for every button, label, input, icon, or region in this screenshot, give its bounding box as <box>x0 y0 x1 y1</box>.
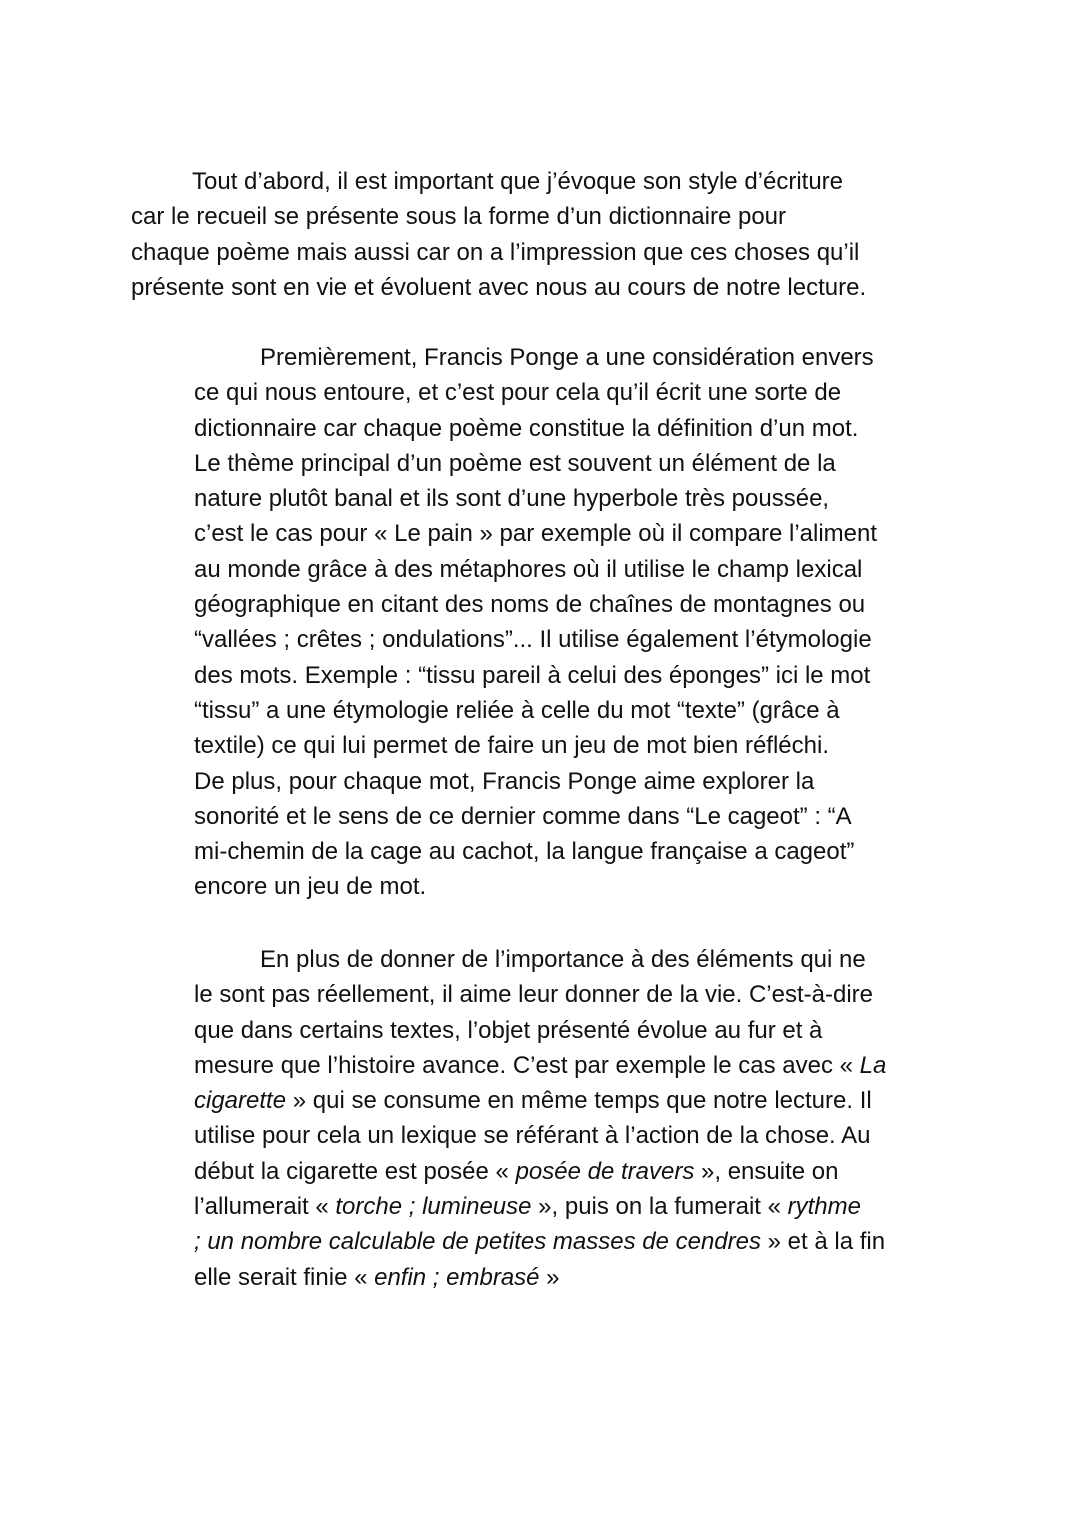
text-line <box>194 1260 886 1295</box>
text-segment: mesure que l’histoire avance. C’est par exemple le cas avec « <box>194 1051 860 1079</box>
text-line: au monde grâce à des métaphores où il utilise le champ lexical <box>194 555 863 583</box>
text-line: En plus de donner de l’importance à des éléments qui ne <box>260 946 866 973</box>
text-segment: », ensuite on <box>694 1157 839 1185</box>
text-line: des mots. Exemple : “tissu pareil à celui des éponges” ici le mot <box>194 661 871 689</box>
text-line: sonorité et le sens de ce dernier comme dans “Le cageot” : “A <box>194 802 852 830</box>
text-line: le sont pas réellement, il aime leur donner de la vie. C’est-à-dire <box>194 981 873 1009</box>
text-line: encore un jeu de mot. <box>194 873 427 901</box>
text-line <box>194 1224 886 1259</box>
text-line: géographique en citant des noms de chaînes de montagnes ou <box>194 591 866 619</box>
text-line: présente sont en vie et évoluent avec nous au cours de notre lecture. <box>131 273 867 301</box>
italic-segment: cigarette <box>194 1087 287 1115</box>
italic-segment: ; un nombre calculable de petites masses de cendres <box>194 1228 761 1256</box>
italic-segment: La <box>859 1051 887 1079</box>
text-segment: » <box>539 1263 560 1291</box>
paragraph-dictionary <box>194 340 877 905</box>
text-line: dictionnaire car chaque poème constitue la définition d’un mot. <box>194 414 859 442</box>
text-line <box>194 1048 886 1083</box>
text-line: De plus, pour chaque mot, Francis Ponge aime explorer la <box>194 767 815 795</box>
text-segment: », puis on la fumerait « <box>531 1193 788 1221</box>
text-line: chaque poème mais aussi car on a l’impression que ces choses qu’il <box>131 238 860 266</box>
text-line: Le thème principal d’un poème est souvent un élément de la <box>194 449 836 477</box>
text-segment: » et à la fin <box>761 1228 886 1256</box>
text-line: textile) ce qui lui permet de faire un jeu de mot bien réfléchi. <box>194 732 830 760</box>
text-line: mi-chemin de la cage au cachot, la langue française a cageot” <box>194 838 855 866</box>
italic-segment: torche ; lumineuse <box>335 1193 532 1221</box>
text-line: “tissu” a une étymologie reliée à celle du mot “texte” (grâce à <box>194 696 840 724</box>
text-line <box>194 1154 886 1189</box>
text-line <box>194 1083 886 1118</box>
text-line: nature plutôt banal et ils sont d’une hyperbole très poussée, <box>194 485 830 513</box>
text-line: “vallées ; crêtes ; ondulations”... Il utilise également l’étymologie <box>194 626 872 654</box>
text-segment: » qui se consume en même temps que notre lecture. Il <box>286 1087 872 1115</box>
italic-segment: enfin ; embrasé <box>374 1263 540 1291</box>
text-line: car le recueil se présente sous la forme d’un dictionnaire pour <box>131 203 787 231</box>
text-line: que dans certains textes, l’objet présenté évolue au fur et à <box>194 1016 823 1044</box>
text-line <box>194 1189 886 1224</box>
text-line: utilise pour cela un lexique se référant à l’action de la chose. Au <box>194 1122 871 1150</box>
text-line: Tout d’abord, il est important que j’évoque son style d’écriture <box>192 168 844 195</box>
text-line: ce qui nous entoure, et c’est pour cela qu’il écrit une sorte de <box>194 379 842 407</box>
text-segment: elle serait finie « <box>194 1263 375 1291</box>
italic-segment: posée de travers <box>515 1157 695 1185</box>
text-segment: l’allumerait « <box>194 1193 336 1221</box>
text-segment: début la cigarette est posée « <box>194 1157 516 1185</box>
paragraph-life <box>194 942 886 1295</box>
italic-segment: rythme <box>787 1193 861 1221</box>
text-line: c’est le cas pour « Le pain » par exemple où il compare l’aliment <box>194 520 878 548</box>
text-line: Premièrement, Francis Ponge a une considération envers <box>260 344 874 371</box>
paragraph-introduction <box>131 164 866 305</box>
